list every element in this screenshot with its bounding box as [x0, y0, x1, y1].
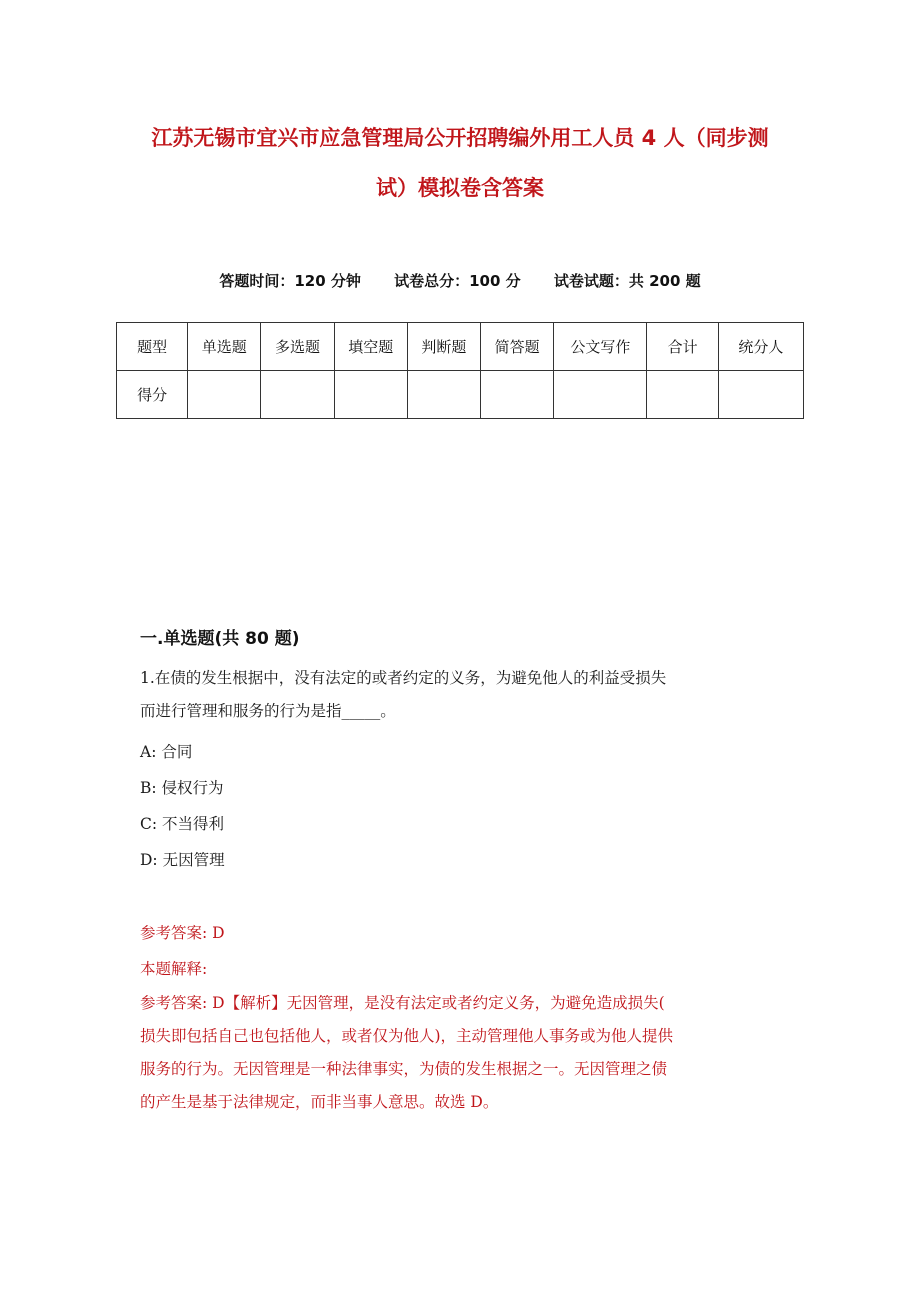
score-table-header-row — [117, 323, 804, 371]
header-cell-short: 简答题 — [481, 323, 554, 371]
score-cell — [188, 371, 261, 419]
option-c: C: 不当得利 — [140, 815, 225, 833]
explanation-line-3: 服务的行为。无因管理是一种法律事实，为债的发生根据之一。无因管理之债 — [140, 1060, 668, 1078]
score-cell — [481, 371, 554, 419]
option-b: B: 侵权行为 — [140, 779, 224, 797]
score-cell — [647, 371, 718, 419]
explanation-body — [140, 987, 780, 1119]
explanation-line-4: 的产生是基于法律规定，而非当事人意思。故选 D。 — [140, 1093, 499, 1111]
option-a: A: 合同 — [140, 743, 193, 761]
score-table — [116, 322, 804, 419]
header-cell-multi: 多选题 — [261, 323, 334, 371]
question-stem — [140, 662, 780, 728]
score-cell — [718, 371, 803, 419]
score-cell — [407, 371, 480, 419]
title-line-2: 试）模拟卷含答案 — [376, 176, 544, 200]
answer-text: 参考答案: D — [140, 924, 225, 942]
header-cell-fill: 填空题 — [334, 323, 407, 371]
exam-time: 答题时间：120 分钟 — [219, 272, 361, 290]
option-d: D: 无因管理 — [140, 851, 225, 869]
question-stem-line-1: 1.在债的发生根据中，没有法定的或者约定的义务，为避免他人的利益受损失 — [140, 669, 667, 687]
header-cell-scorer: 统分人 — [718, 323, 803, 371]
row-label-score: 得分 — [117, 371, 188, 419]
header-cell-type: 题型 — [117, 323, 188, 371]
score-cell — [334, 371, 407, 419]
explanation-line-2: 损失即包括自己也包括他人，或者仅为他人)，主动管理他人事务或为他人提供 — [140, 1027, 674, 1045]
header-cell-writing: 公文写作 — [554, 323, 647, 371]
header-cell-judge: 判断题 — [407, 323, 480, 371]
question-stem-line-2: 而进行管理和服务的行为是指_____。 — [140, 702, 396, 720]
section-heading: 一.单选题(共 80 题) — [140, 629, 300, 649]
exam-meta — [0, 270, 920, 291]
document-title — [120, 113, 800, 213]
exam-total-score: 试卷总分：100 分 — [394, 272, 521, 290]
header-cell-single: 单选题 — [188, 323, 261, 371]
title-line-1: 江苏无锡市宜兴市应急管理局公开招聘编外用工人员 4 人（同步测 — [151, 126, 769, 150]
explanation-label: 本题解释: — [140, 960, 208, 978]
exam-question-count: 试卷试题：共 200 题 — [553, 272, 701, 290]
score-table-score-row — [117, 371, 804, 419]
score-cell — [261, 371, 334, 419]
explanation-line-1: 参考答案: D【解析】无因管理，是没有法定或者约定义务，为避免造成损失( — [140, 994, 665, 1012]
score-cell — [554, 371, 647, 419]
header-cell-total: 合计 — [647, 323, 718, 371]
